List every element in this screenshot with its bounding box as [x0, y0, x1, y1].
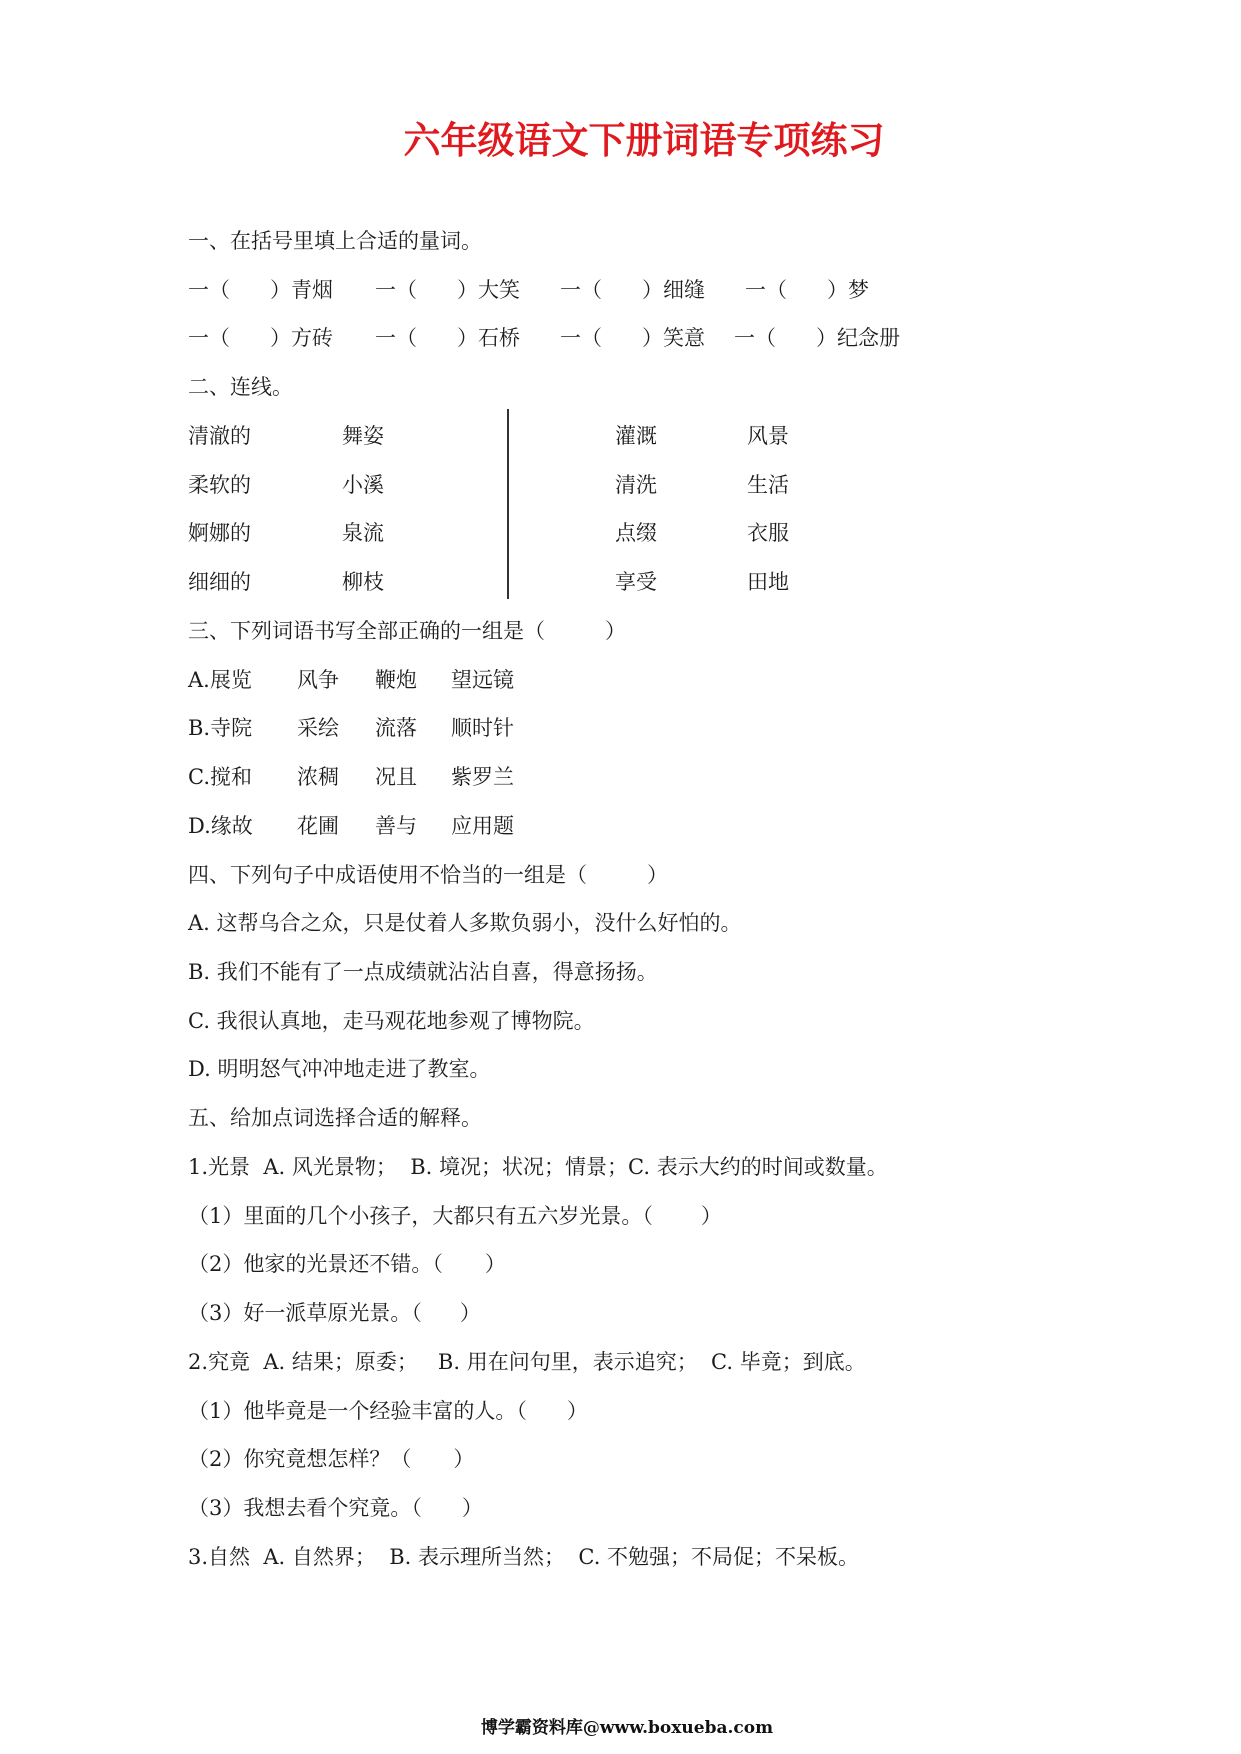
q4-option: D. 明明怒气冲冲地走进了教室。	[188, 1057, 491, 1082]
matching-word: 小溪	[342, 472, 384, 497]
q5-sub-question	[188, 1484, 1188, 1533]
q3-heading-text: 三、下列词语书写全部正确的一组是（	[188, 618, 545, 643]
item-suffix: ）大笑	[457, 277, 520, 302]
sub-question-text: （1）他毕竟是一个经验丰富的人。（	[188, 1398, 527, 1423]
q5-sub-question	[188, 1435, 1188, 1484]
measure-word-item	[560, 314, 705, 363]
page-title: 六年级语文下册词语专项练习	[403, 118, 885, 162]
option-word: 流落	[375, 716, 417, 741]
q3-option	[188, 802, 1188, 851]
q3-option	[188, 656, 1188, 705]
item-prefix: 一（	[375, 277, 417, 302]
option-word: 应用题	[451, 813, 514, 838]
matching-word: 婀娜的	[188, 521, 251, 546]
matching-row	[188, 461, 1188, 510]
matching-word: 泉流	[342, 521, 384, 546]
sub-question-text: （1）里面的几个小孩子，大都只有五六岁光景。（	[188, 1203, 653, 1228]
matching-row	[188, 509, 1188, 558]
matching-word: 灌溉	[615, 423, 657, 448]
option-word: 况且	[375, 765, 417, 790]
item-suffix: ）细缝	[642, 277, 705, 302]
q3-heading-close: ）	[605, 618, 626, 643]
matching-word: 生活	[747, 472, 789, 497]
q5-definition: 3.自然 A. 自然界； B. 表示理所当然； C. 不勉强；不局促；不呆板。	[188, 1544, 860, 1569]
matching-word: 清洗	[615, 472, 657, 497]
q5-definition: 2.究竟 A. 结果；原委； B. 用在问句里，表示追究； C. 毕竟；到底。	[188, 1349, 866, 1374]
sub-question-close: ）	[484, 1252, 506, 1277]
sub-question-text: （2）你究竟想怎样？（	[188, 1447, 412, 1472]
item-prefix: 一（	[734, 326, 776, 351]
measure-word-item	[375, 266, 520, 315]
footer-watermark: 博学霸资料库@www.boxueba.com	[480, 1718, 774, 1738]
matching-word: 衣服	[747, 521, 789, 546]
q5-sub-question	[188, 1387, 1188, 1436]
q1-row	[188, 314, 1188, 363]
q5-definition: 1.光景 A. 风光景物； B. 境况；状况；情景；C. 表示大约的时间或数量。	[188, 1154, 888, 1179]
sub-question-text: （2）他家的光景还不错。（	[188, 1252, 443, 1277]
item-suffix: ）纪念册	[816, 326, 900, 351]
item-prefix: 一（	[560, 277, 602, 302]
option-word: 顺时针	[451, 716, 514, 741]
item-suffix: ）梦	[827, 277, 869, 302]
q1-row	[188, 266, 1188, 315]
item-suffix: ）方砖	[270, 326, 333, 351]
matching-word: 柳枝	[342, 570, 384, 595]
option-word: 浓稠	[297, 765, 339, 790]
matching-word: 田地	[747, 570, 789, 595]
q4-heading-close: ）	[647, 862, 668, 887]
measure-word-item	[375, 314, 520, 363]
measure-word-item	[560, 266, 705, 315]
item-prefix: 一（	[188, 326, 230, 351]
option-word: 望远镜	[451, 667, 514, 692]
option-word: 善与	[375, 813, 417, 838]
item-prefix: 一（	[375, 326, 417, 351]
q4-option: A. 这帮乌合之众，只是仗着人多欺负弱小，没什么好怕的。	[188, 911, 742, 936]
sub-question-close: ）	[459, 1301, 481, 1326]
q5-sub-question	[188, 1192, 1188, 1241]
q2-heading: 二、连线。	[188, 375, 293, 400]
q3-option	[188, 704, 1188, 753]
q1-heading: 一、在括号里填上合适的量词。	[188, 229, 482, 253]
q4-option: B. 我们不能有了一点成绩就沾沾自喜，得意扬扬。	[188, 960, 658, 985]
matching-word: 享受	[615, 570, 657, 595]
sub-question-close: ）	[453, 1447, 475, 1472]
q5-sub-question	[188, 1240, 1188, 1289]
item-prefix: 一（	[188, 277, 230, 302]
option-word: C.搅和	[188, 765, 252, 790]
option-word: 花圃	[297, 813, 339, 838]
q5-sub-question	[188, 1289, 1188, 1338]
matching-word: 风景	[747, 423, 789, 448]
q3-heading	[188, 607, 1188, 656]
sub-question-close: ）	[700, 1203, 722, 1228]
item-suffix: ）青烟	[270, 277, 333, 302]
measure-word-item	[188, 266, 333, 315]
option-word: A.展览	[188, 667, 252, 692]
q4-option: C. 我很认真地，走马观花地参观了博物院。	[188, 1008, 595, 1033]
measure-word-item	[745, 266, 869, 315]
option-word: 紫罗兰	[451, 765, 514, 790]
matching-word: 清澈的	[188, 423, 251, 448]
sub-question-text: （3）我想去看个究竟。（	[188, 1496, 422, 1521]
measure-word-item	[734, 314, 900, 363]
option-word: B.寺院	[188, 716, 253, 741]
q4-heading	[188, 851, 1188, 900]
sub-question-close: ）	[566, 1398, 588, 1423]
matching-word: 点缀	[615, 521, 657, 546]
q5-heading: 五、给加点词选择合适的解释。	[188, 1106, 482, 1131]
matching-row	[188, 412, 1188, 461]
item-suffix: ）石桥	[457, 326, 520, 351]
option-word: 采绘	[297, 716, 339, 741]
worksheet-content	[188, 217, 1188, 1582]
sub-question-text: （3）好一派草原光景。（	[188, 1301, 422, 1326]
item-prefix: 一（	[560, 326, 602, 351]
matching-word: 柔软的	[188, 472, 251, 497]
item-suffix: ）笑意	[642, 326, 705, 351]
measure-word-item	[188, 314, 333, 363]
matching-row	[188, 558, 1188, 607]
matching-word: 细细的	[188, 570, 251, 595]
matching-word: 舞姿	[342, 423, 384, 448]
q3-option	[188, 753, 1188, 802]
option-word: D.缘故	[188, 813, 253, 838]
q4-heading-text: 四、下列句子中成语使用不恰当的一组是（	[188, 862, 587, 887]
option-word: 风争	[297, 667, 339, 692]
item-prefix: 一（	[745, 277, 787, 302]
option-word: 鞭炮	[375, 667, 417, 692]
sub-question-close: ）	[461, 1496, 483, 1521]
